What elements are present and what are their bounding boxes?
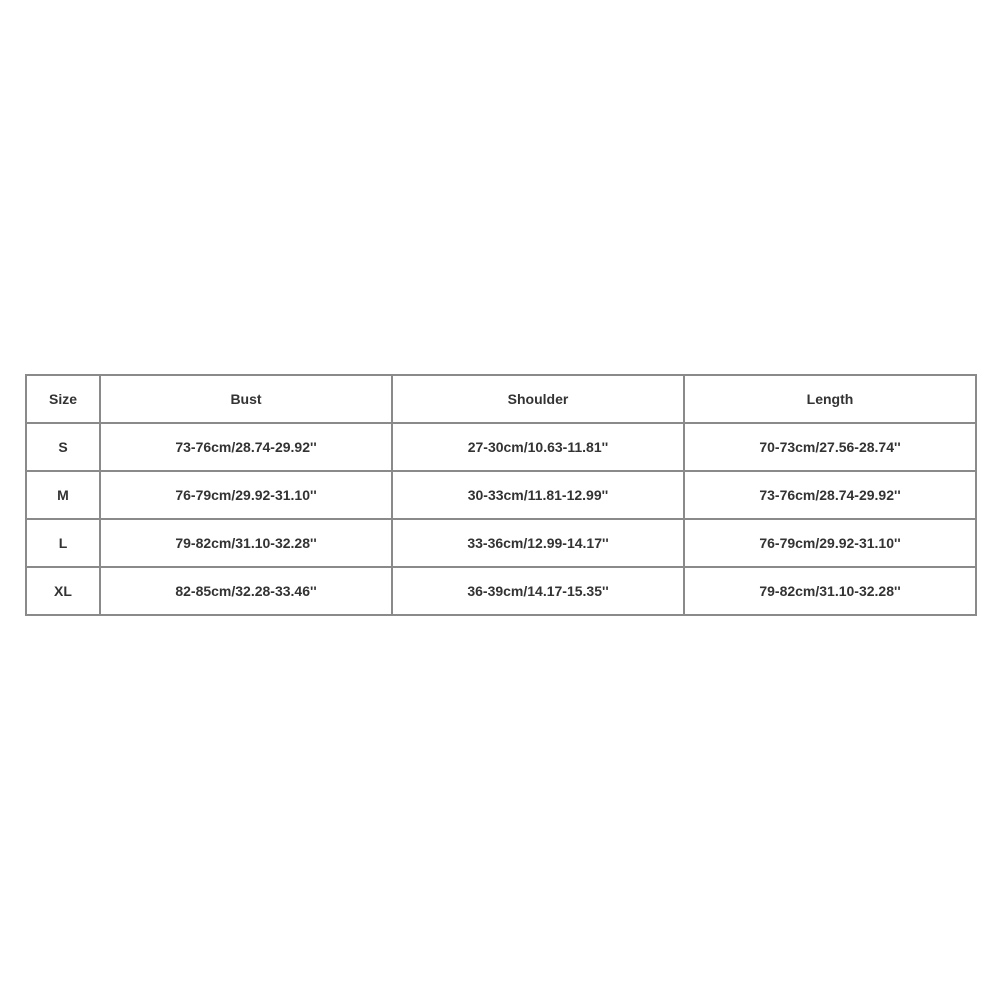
size-cell: M [26, 471, 100, 519]
header-bust: Bust [100, 375, 392, 423]
header-length: Length [684, 375, 976, 423]
table-row [26, 519, 976, 567]
length-cell: 73-76cm/28.74-29.92'' [684, 471, 976, 519]
table-row [26, 423, 976, 471]
length-cell: 70-73cm/27.56-28.74'' [684, 423, 976, 471]
shoulder-cell: 36-39cm/14.17-15.35'' [392, 567, 684, 615]
table-row [26, 567, 976, 615]
shoulder-cell: 33-36cm/12.99-14.17'' [392, 519, 684, 567]
length-cell: 79-82cm/31.10-32.28'' [684, 567, 976, 615]
header-shoulder: Shoulder [392, 375, 684, 423]
bust-cell: 76-79cm/29.92-31.10'' [100, 471, 392, 519]
shoulder-cell: 30-33cm/11.81-12.99'' [392, 471, 684, 519]
size-cell: S [26, 423, 100, 471]
size-cell: L [26, 519, 100, 567]
length-cell: 76-79cm/29.92-31.10'' [684, 519, 976, 567]
table-header-row [26, 375, 976, 423]
header-size: Size [26, 375, 100, 423]
bust-cell: 73-76cm/28.74-29.92'' [100, 423, 392, 471]
table-row [26, 471, 976, 519]
shoulder-cell: 27-30cm/10.63-11.81'' [392, 423, 684, 471]
bust-cell: 82-85cm/32.28-33.46'' [100, 567, 392, 615]
size-cell: XL [26, 567, 100, 615]
bust-cell: 79-82cm/31.10-32.28'' [100, 519, 392, 567]
size-chart-table [25, 374, 977, 616]
